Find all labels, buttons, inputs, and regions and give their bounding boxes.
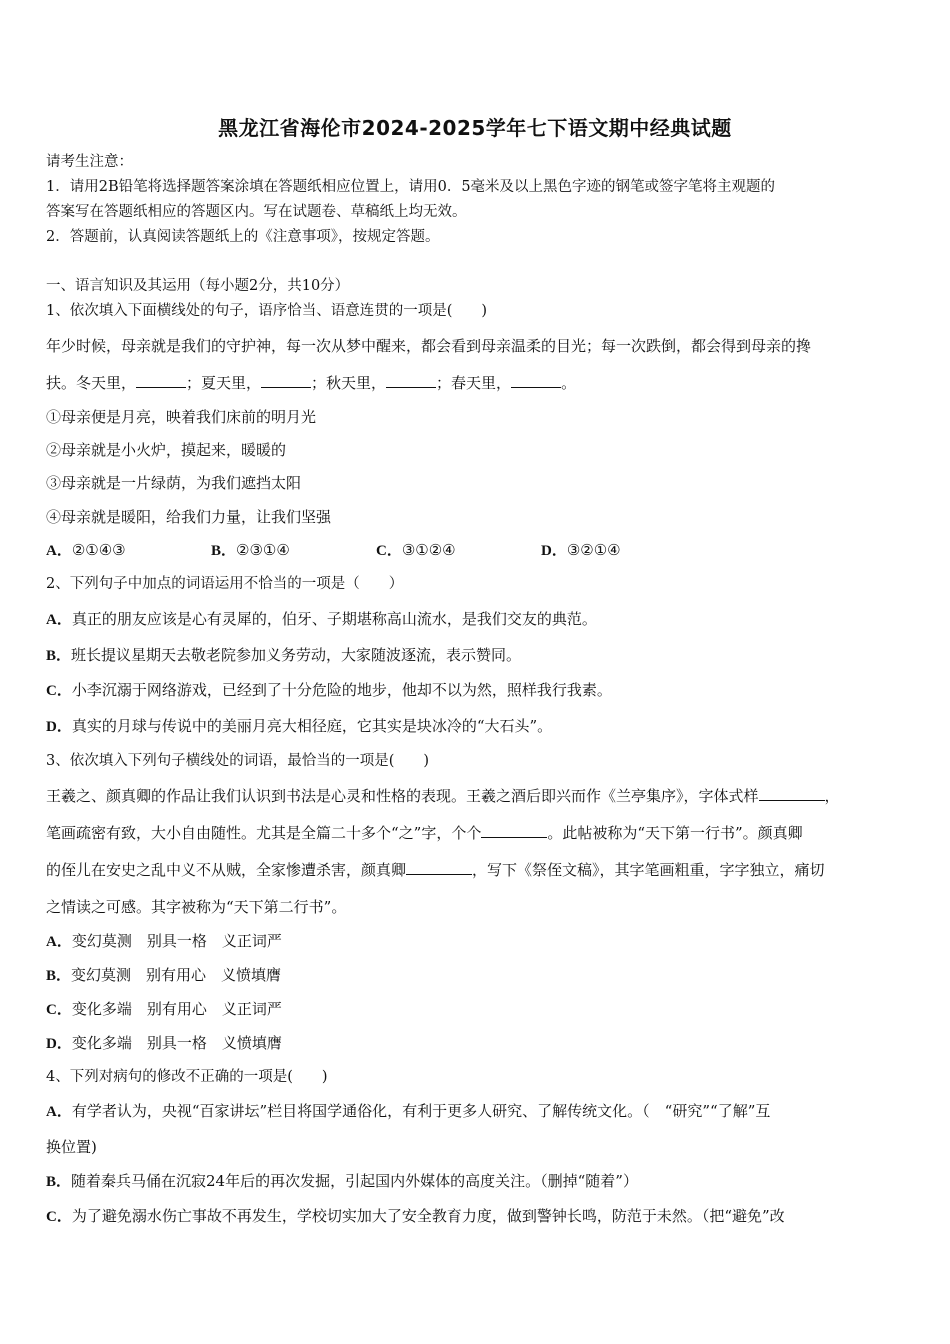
q4-option-b[interactable]: B．随着秦兵马俑在沉寂24年后的再次发掘，引起国内外媒体的高度关注。（删掉“随着”） <box>46 1172 638 1190</box>
q3-option-b[interactable]: B．变幻莫测 别有用心 义愤填膺 <box>46 966 282 984</box>
q3-passage-line-3: 的侄儿在安史之乱中义不从贼，全家惨遭杀害，颜真卿 ，写下《祭侄文稿》，其字笔画粗重，字字独立，痛切 <box>46 861 825 879</box>
fill-blank[interactable] <box>386 373 436 388</box>
q1-passage-text: 扶。冬天里， <box>46 374 137 392</box>
q2-option-c[interactable]: C．小李沉溺于网络游戏，已经到了十分危险的地步，他却不以为然，照样我行我素。 <box>46 681 612 699</box>
fill-blank[interactable] <box>511 373 561 388</box>
fill-blank[interactable] <box>136 373 186 388</box>
notice-item-1a: 1．请用2B铅笔将选择题答案涂填在答题纸相应位置上，请用0．5毫米及以上黑色字迹的钢笔或签字笔将主观题的 <box>46 179 776 195</box>
q4-option-c[interactable]: C．为了避免溺水伤亡事故不再发生，学校切实加大了安全教育力度，做到警钟长鸣，防范于未然。（把“避免”改 <box>46 1207 785 1225</box>
q3-option-c[interactable]: C．变化多端 别有用心 义正词严 <box>46 1000 282 1018</box>
section-heading: 一、语言知识及其运用（每小题2分，共10分） <box>46 278 350 294</box>
q4-option-a-continued: 换位置) <box>46 1138 97 1156</box>
fill-blank[interactable] <box>406 860 472 875</box>
q1-option-b[interactable]: B．②③①④ <box>211 541 290 559</box>
q2-option-d[interactable]: D．真实的月球与传说中的美丽月亮大相径庭，它其实是块冰冷的“大石头”。 <box>46 717 553 735</box>
notice-item-2: 2．答题前，认真阅读答题纸上的《注意事项》，按规定答题。 <box>46 229 440 245</box>
q3-passage-line-4: 之情读之可感。其字被称为“天下第二行书”。 <box>46 898 347 916</box>
q2-option-a[interactable]: A．真正的朋友应该是心有灵犀的，伯牙、子期堪称高山流水，是我们交友的典范。 <box>46 610 597 628</box>
q1-sentence-1: ①母亲便是月亮，映着我们床前的明月光 <box>46 408 317 426</box>
fill-blank[interactable] <box>261 373 311 388</box>
q3-option-a[interactable]: A．变幻莫测 别具一格 义正词严 <box>46 932 282 950</box>
q1-sentence-2: ②母亲就是小火炉，摸起来，暖暖的 <box>46 441 287 459</box>
q1-sentence-3: ③母亲就是一片绿荫，为我们遮挡太阳 <box>46 474 302 492</box>
q1-options <box>46 540 706 561</box>
notice-item-1b: 答案写在答题纸相应的答题区内。写在试题卷、草稿纸上均无效。 <box>46 204 467 220</box>
q3-stem: 3、依次填入下列句子横线处的词语，最恰当的一项是( ) <box>46 753 430 769</box>
q2-option-b[interactable]: B．班长提议星期天去敬老院参加义务劳动，大家随波逐流，表示赞同。 <box>46 646 522 664</box>
notice-heading: 请考生注意： <box>46 154 133 170</box>
q4-stem: 4、下列对病句的修改不正确的一项是( ) <box>46 1069 328 1085</box>
q3-passage-line-2: 笔画疏密有致，大小自由随性。尤其是全篇二十多个“之”字，个个 。此帖被称为“天下第一行书”。颜真卿 <box>46 824 803 842</box>
q1-passage-text: ；秋天里， <box>311 374 387 392</box>
q1-option-c[interactable]: C．③①②④ <box>376 541 456 559</box>
q1-passage-text: 。 <box>561 374 577 392</box>
q2-stem: 2、下列句子中加点的词语运用不恰当的一项是（ ） <box>46 576 404 592</box>
q1-passage-text: ；春天里， <box>436 374 512 392</box>
q1-passage-line-1: 年少时候，母亲就是我们的守护神，每一次从梦中醒来，都会看到母亲温柔的目光；每一次跌倒，都会得到母亲的搀 <box>46 337 812 355</box>
q1-stem: 1、依次填入下面横线处的句子，语序恰当、语意连贯的一项是( ) <box>46 303 488 319</box>
q3-option-d[interactable]: D．变化多端 别具一格 义愤填膺 <box>46 1034 282 1052</box>
q1-option-d[interactable]: D．③②①④ <box>541 541 621 559</box>
q1-option-a[interactable]: A．②①④③ <box>46 541 126 559</box>
q4-option-a[interactable]: A．有学者认为，央视“百家讲坛”栏目将国学通俗化，有利于更多人研究、了解传统文化。（ “研究”“了解”互 <box>46 1102 771 1120</box>
fill-blank[interactable] <box>759 786 825 801</box>
fill-blank[interactable] <box>481 823 547 838</box>
q3-passage-line-1: 王羲之、颜真卿的作品让我们认识到书法是心灵和性格的表现。王羲之酒后即兴而作《兰亭集序》，字体式样 ， <box>46 787 840 805</box>
q1-sentence-4: ④母亲就是暖阳，给我们力量，让我们坚强 <box>46 508 332 526</box>
q1-passage-line-2 <box>46 373 576 393</box>
page-title: 黑龙江省海伦市2024-2025学年七下语文期中经典试题 <box>218 116 732 140</box>
q1-passage-text: ；夏天里， <box>186 374 262 392</box>
